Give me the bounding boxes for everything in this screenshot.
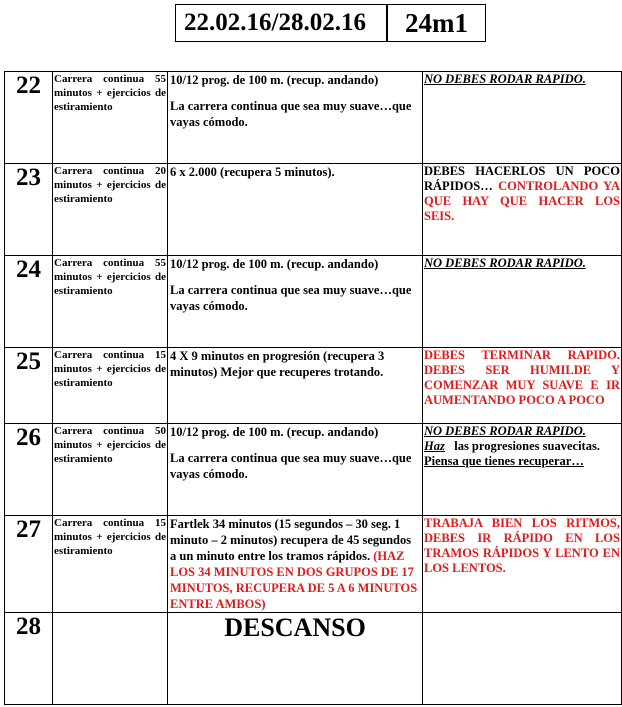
task-text-red: (HAZ LOS 34 MINUTOS EN DOS GRUPOS DE 17 MINUTOS, RECUPERA DE 5 A 6 MINUTOS ENTRE AMBOS) (170, 549, 418, 611)
table-row (5, 72, 622, 164)
coach-note: DEBES TERMINAR RAPIDO. DEBES SER HUMILDE Y COMENZAR MUY SUAVE E IR AUMENTANDO POCO A POCO (424, 348, 620, 407)
table-row (5, 348, 622, 424)
day-number: 27 (5, 516, 53, 613)
coach-note (423, 164, 621, 224)
coach-note-red: CONTROLANDO YA QUE HAY QUE HACER LOS SEIS. (424, 179, 620, 223)
task-text: 4 X 9 minutos en progresión (recupera 3 minutos) Mejor que recuperes trotando. (170, 349, 385, 379)
coach-note-extra-1: Haz (424, 439, 445, 453)
coach-note: TRABAJA BIEN LOS RITMOS, DEBES IR RÁPIDO EN LOS TRAMOS RÁPIDOS Y LENTO EN LOS LENTOS. (424, 516, 620, 575)
training-table (4, 71, 622, 705)
table-row (5, 424, 622, 516)
week-dates: 22.02.16/28.02.16 (176, 5, 388, 41)
day-number: 25 (5, 348, 53, 424)
table-row (5, 164, 622, 256)
warmup-text: Carrera continua 20 minutos + ejercicios de estiramiento (54, 165, 166, 205)
warmup-text: Carrera continua 55 minutos + ejercicios de estiramiento (54, 257, 166, 297)
warmup-text: Carrera continua 50 minutos + ejercicios de estiramiento (54, 425, 166, 465)
table-row (5, 613, 622, 705)
day-number: 23 (5, 164, 53, 256)
coach-note-extra (423, 439, 621, 454)
task-note: La carrera continua que sea muy suave…que vayas cómodo. (170, 451, 412, 481)
task-text: 10/12 prog. de 100 m. (recup. andando) (170, 257, 379, 271)
task-note: La carrera continua que sea muy suave…que vayas cómodo. (170, 283, 412, 313)
task-text: 6 x 2.000 (recupera 5 minutos). (170, 165, 335, 179)
plan-code: 24m1 (405, 8, 468, 38)
coach-note-black: DEBES HACERLOS UN POCO RÁPIDOS… (424, 164, 620, 193)
task-note: La carrera continua que sea muy suave…que vayas cómodo. (170, 99, 412, 129)
task-text: 10/12 prog. de 100 m. (recup. andando) (170, 73, 379, 87)
day-number: 26 (5, 424, 53, 516)
table-row (5, 256, 622, 348)
week-header (175, 4, 486, 42)
day-number: 28 (5, 613, 53, 705)
warmup-text: Carrera continua 55 minutos + ejercicios de estiramiento (54, 73, 166, 113)
day-number: 22 (5, 72, 53, 164)
coach-note: NO DEBES RODAR RAPIDO. (424, 72, 586, 86)
task-text: 10/12 prog. de 100 m. (recup. andando) (170, 425, 379, 439)
coach-note-extra-3: Piensa que tienes recuperar… (424, 454, 584, 468)
coach-note-extra-2: las progresiones suavecitas. (454, 439, 600, 453)
coach-note: NO DEBES RODAR RAPIDO. (424, 256, 586, 270)
warmup-text: Carrera continua 15 minutos + ejercicios de estiramiento (54, 349, 166, 389)
task-text (168, 516, 422, 612)
table-row (5, 516, 622, 613)
warmup-text: Carrera continua 15 minutos + ejercicios de estiramiento (54, 517, 166, 557)
rest-day-label: DESCANSO (168, 613, 423, 705)
day-number: 24 (5, 256, 53, 348)
task-text-main: Fartlek 34 minutos (15 segundos – 30 seg. 1 minuto – 2 minutos) recupera de 45 segundos a un minuto entre los tramos rápidos. (170, 517, 412, 563)
coach-note: NO DEBES RODAR RAPIDO. (424, 424, 586, 438)
